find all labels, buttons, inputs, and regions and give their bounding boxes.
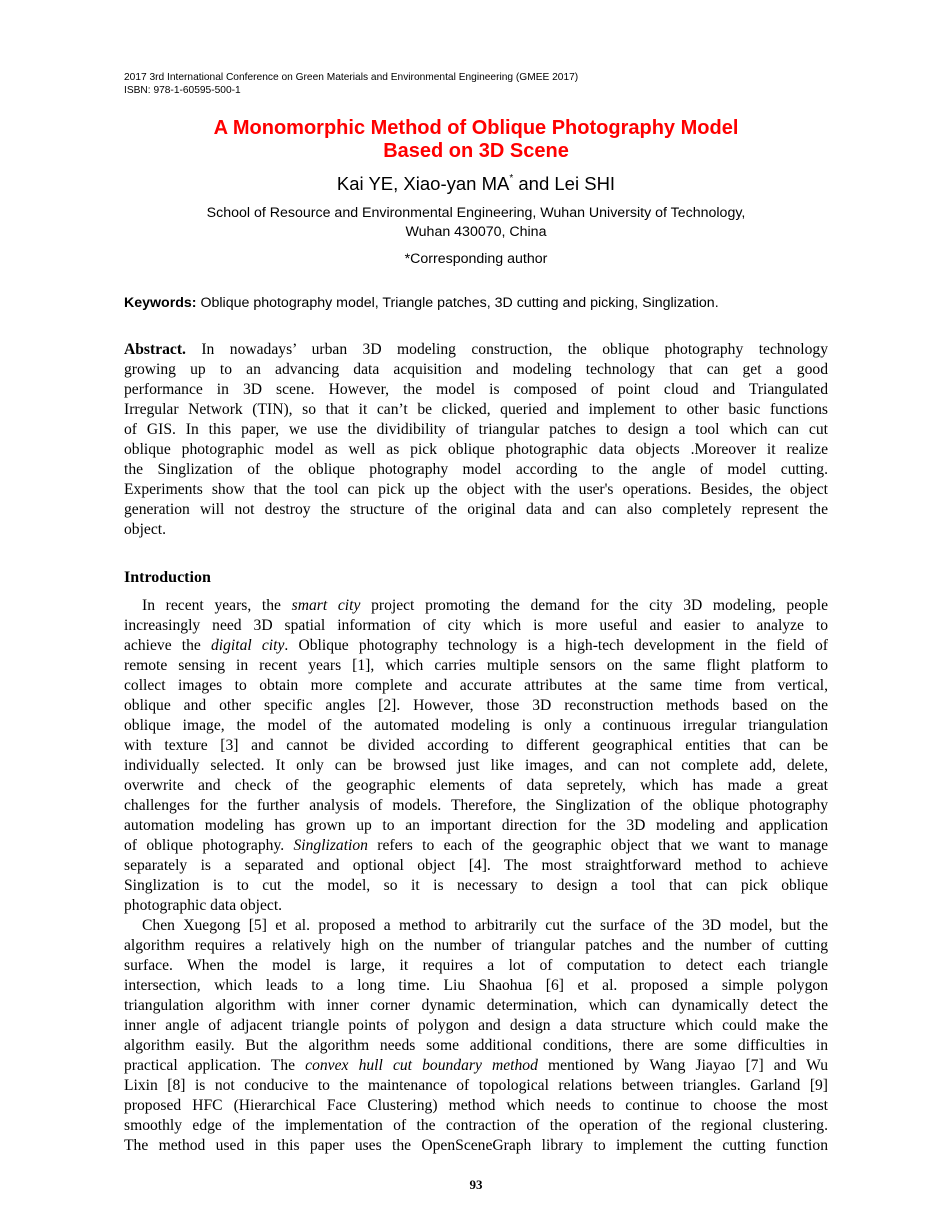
paragraph-line: overwrite and check of the geographic elements of data sepretely, which has made a great bbox=[124, 777, 828, 794]
section-heading-introduction: Introduction bbox=[124, 569, 211, 586]
paragraph-line: challenges for the further analysis of models. Therefore, the Singlization of the oblique photography bbox=[124, 797, 828, 814]
paragraph-line: of oblique photography. Singlization refers to each of the geographic object that we want to manage bbox=[124, 837, 828, 854]
abstract-line: object. bbox=[124, 521, 166, 538]
paragraph-line: separately is a separated and optional object [4]. The most straightforward method to achieve bbox=[124, 857, 828, 874]
conference-header bbox=[124, 71, 578, 97]
authors bbox=[124, 172, 828, 196]
paragraph-line: oblique image, the model of the automated modeling is only a continuous irregular triangulation bbox=[124, 717, 828, 734]
term-digital-city: digital city bbox=[211, 637, 285, 654]
paragraph-line: smoothly edge of the implementation of the contraction of the operation of the regional clustering. bbox=[124, 1117, 828, 1134]
abstract-line: oblique photographic model as well as pick oblique photographic data objects .Moreover it realize bbox=[124, 441, 828, 458]
affiliation-line-1: School of Resource and Environmental Engineering, Wuhan University of Technology, bbox=[206, 205, 746, 221]
corresponding-mark: * bbox=[509, 173, 514, 184]
abstract-line: growing up to an advancing data acquisition and modeling technology that can get a good bbox=[124, 361, 828, 378]
paragraph-line: triangulation algorithm with inner corner dynamic determination, which can dynamically detect the bbox=[124, 997, 828, 1014]
term-convex-hull-method: convex hull cut boundary method bbox=[305, 1057, 538, 1074]
abstract-line: Abstract. In nowadays’ urban 3D modeling construction, the oblique photography technology bbox=[124, 341, 828, 358]
abstract-line: Experiments show that the tool can pick up the object with the user's operations. Besides, the object bbox=[124, 481, 828, 498]
paragraph-line: proposed HFC (Hierarchical Face Clustering) method which needs to continue to choose the most bbox=[124, 1097, 828, 1114]
keywords bbox=[124, 294, 828, 313]
corresponding-author-note: *Corresponding author bbox=[404, 251, 548, 267]
paragraph-line: individually selected. It only can be browsed just like images, and can not complete add, delete, bbox=[124, 757, 828, 774]
paragraph-line: intersection, which leads to a long time. Liu Shaohua [6] et al. proposed a simple polygon bbox=[124, 977, 828, 994]
affiliation-line-2: Wuhan 430070, China bbox=[405, 224, 547, 240]
keywords-label: Keywords: bbox=[124, 295, 197, 311]
paragraph-line: practical application. The convex hull cut boundary method mentioned by Wang Jiayao [7] and Wu bbox=[124, 1057, 828, 1074]
title-line-1: A Monomorphic Method of Oblique Photography Model bbox=[213, 117, 739, 139]
abstract-line: generation will not destroy the structure of the original data and can also completely represent the bbox=[124, 501, 828, 518]
paragraph-line: Chen Xuegong [5] et al. proposed a method to arbitrarily cut the surface of the 3D model, but the bbox=[142, 917, 828, 934]
title-line-2: Based on 3D Scene bbox=[383, 140, 569, 162]
term-singlization: Singlization bbox=[293, 837, 368, 854]
paragraph-line: increasingly need 3D spatial information of city which is more useful and easier to analyze to bbox=[124, 617, 828, 634]
authors-rest: and Lei SHI bbox=[513, 173, 616, 194]
term-smart-city: smart city bbox=[291, 597, 361, 614]
paragraph-line: inner angle of adjacent triangle points of polygon and design a data structure which could make the bbox=[124, 1017, 828, 1034]
paragraph-line: oblique and other specific angles [2]. However, those 3D reconstruction methods based on the bbox=[124, 697, 828, 714]
paragraph-line: collect images to obtain more complete and accurate attributes at the same time from vertical, bbox=[124, 677, 828, 694]
paragraph-line: achieve the digital city. Oblique photography technology is a high-tech development in the field of bbox=[124, 637, 828, 654]
paragraph-line: Lixin [8] is not conducive to the maintenance of topological relations between triangles. Garland [9] bbox=[124, 1077, 828, 1094]
abstract-line: the Singlization of the oblique photography model according to the angle of model cutting. bbox=[124, 461, 828, 478]
paper-title bbox=[124, 117, 828, 163]
paragraph-line: algorithm requires a relatively high on the number of triangular patches and the number of cutting bbox=[124, 937, 828, 954]
authors-main: Kai YE, Xiao-yan MA bbox=[336, 173, 510, 194]
paragraph-line: photographic data object. bbox=[124, 897, 283, 914]
isbn: ISBN: 978-1-60595-500-1 bbox=[124, 85, 241, 96]
paragraph-line: algorithm easily. But the algorithm needs some additional conditions, there are some difficulties in bbox=[124, 1037, 828, 1054]
abstract-label: Abstract. bbox=[124, 341, 186, 358]
abstract-line: of GIS. In this paper, we use the dividibility of triangular patches to design a tool which can cut bbox=[124, 421, 828, 438]
page-number: 93 bbox=[469, 1177, 483, 1192]
paragraph-line: automation modeling has grown up to an important direction for the 3D modeling and application bbox=[124, 817, 828, 834]
abstract-line: Irregular Network (TIN), so that it can’t be clicked, queried and implement to other basic functions bbox=[124, 401, 828, 418]
paragraph-line: with texture [3] and cannot be divided according to different geographical entities that can be bbox=[124, 737, 828, 754]
affiliation bbox=[124, 204, 828, 242]
paragraph-line: remote sensing in recent years [1], which carries multiple sensors on the same flight platform to bbox=[124, 657, 828, 674]
keywords-text: Oblique photography model, Triangle patches, 3D cutting and picking, Singlization. bbox=[196, 295, 719, 311]
conference-name: 2017 3rd International Conference on Green Materials and Environmental Engineering (GMEE 2017) bbox=[124, 72, 579, 83]
paragraph-line: In recent years, the smart city project promoting the demand for the city 3D modeling, people bbox=[142, 597, 828, 614]
abstract-line: performance in 3D scene. However, the model is composed of point cloud and Triangulated bbox=[124, 381, 828, 398]
paragraph-line: The method used in this paper uses the OpenSceneGraph library to implement the cutting function bbox=[124, 1137, 828, 1154]
paragraph-line: surface. When the model is large, it requires a lot of computation to detect each triangle bbox=[124, 957, 828, 974]
paragraph-line: Singlization is to cut the model, so it is necessary to design a tool that can pick oblique bbox=[124, 877, 828, 894]
